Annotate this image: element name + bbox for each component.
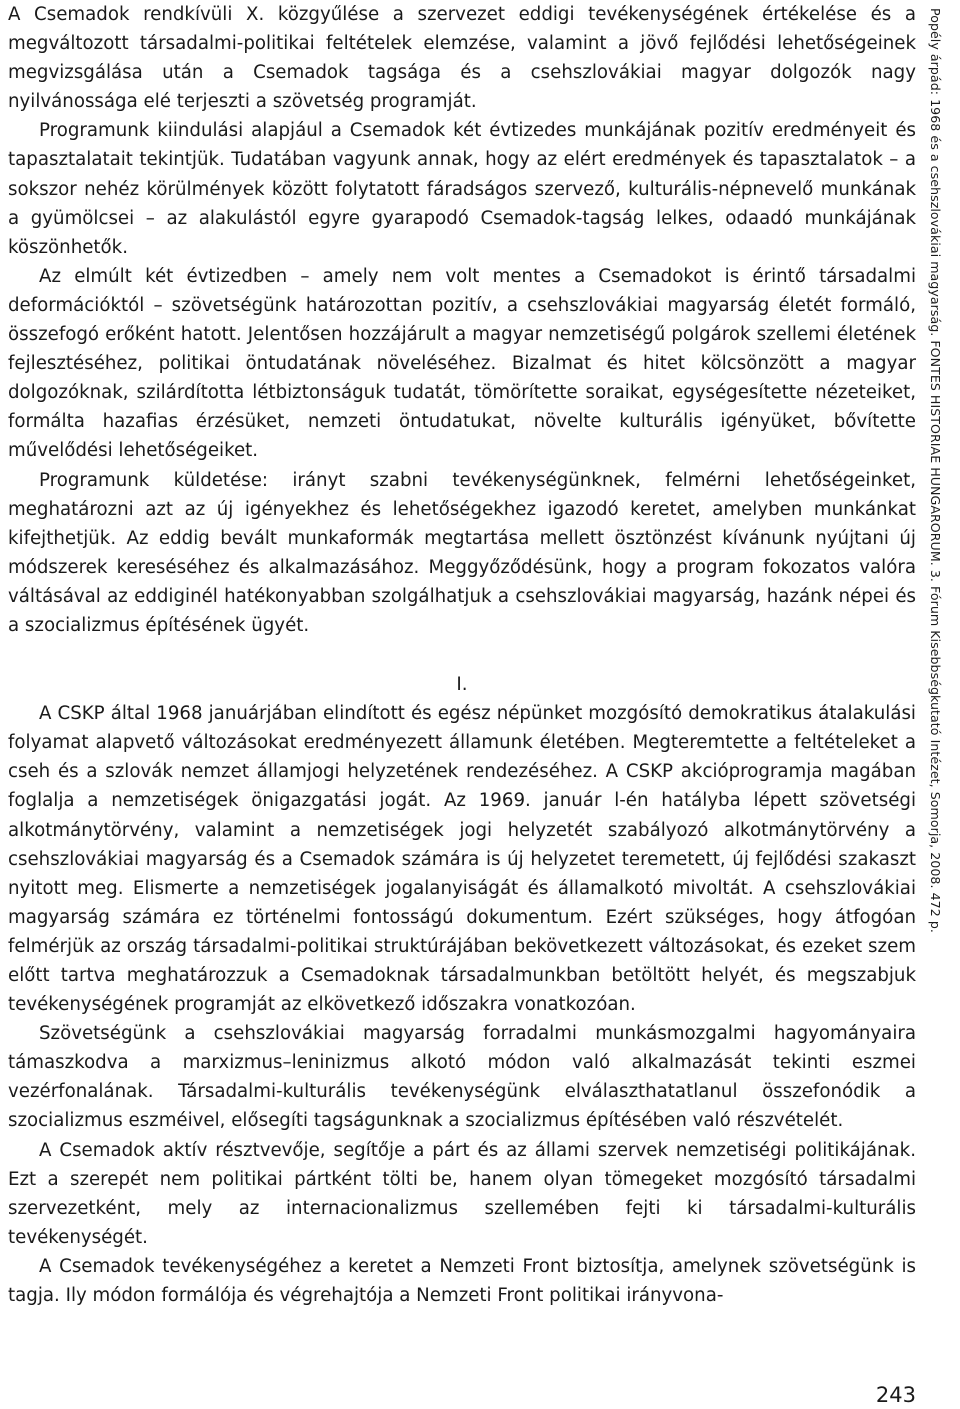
paragraph-marxism: Szövetségünk a csehszlovákiai magyarság forradalmi munkásmozgalmi hagyományaira támaszkodva a marxizmus–leninizmus alkotó módon való alkalmazását tekinti eszmei vezérfonalának. Társadalmi-kulturális tevékenységünk elválaszthatatlanul összefonódik a szocializmus eszméivel, elősegíti tagságunknak a szocializmus építésében való részvételét. <box>8 1023 916 1132</box>
page-number: 243 <box>875 1383 916 1407</box>
paragraph-cskp: A CSKP által 1968 januárjában elindított és egész népünket mozgósító demokratikus átalakulási folyamat alapvető változásokat eredményezett államunk életében. Megteremtette a feltételeket a cseh és a szlovák nemzet államjogi helyzetének rendezéséhez. A CSKP akcióprogramja magában foglalja a nemzetiségek önigazgatási jogát. Az 1969. január l-én hatályba lépett szövetségi alkotmánytörvény, valamint a nemzetiségek jogi helyzetét szabályozó alkotmánytörvény a csehszlovákiai magyarság és a Csemadok számára is új helyzetet teremetett, új fejlődési szakaszt nyitott meg. Elismerte a nemzetiségek jogalanyiságát és államalkotó mivoltát. A csehszlovákiai magyarság számára ez történelmi fontosságú dokumentum. Ezért szükséges, hogy átfogóan felmérjük az ország társadalmi-politikai struktúrájában bekövetkezett változásokat, és ezeket szem előtt tartva meghatározzuk a Csemadoknak társadalmunkban betöltött helyét, és megszabjuk tevékenységének programját az elkövetkező időszakra vonatkozóan. <box>8 703 916 1016</box>
side-citation <box>928 0 960 1409</box>
section-heading: I. <box>456 674 468 696</box>
paragraph-national-front: A Csemadok tevékenységéhez a keretet a Nemzeti Front biztosítja, amelynek szövetségünk is tagja. Ily módon formálója és végrehajtója a Nemzeti Front politikai irányvona- <box>8 1255 916 1307</box>
paragraph-two-decades: Az elmúlt két évtizedben – amely nem volt mentes a Csemadokot is érintő társadalmi deformációktól – szövetségünk határozottan pozitív, a csehszlovákiai magyarság életét formáló, összefogó erőként hatott. Jelentősen hozzájárult a magyar nemzetiségű polgárok szellemi életének fejlesztéséhez, politikai öntudatának növeléséhez. Bizalmat és hitet kölcsönzött a magyar dolgozóknak, szilárdította létbiztonságuk tudatát, tömörítette soraikat, egységesítette nézeteiket, formálta hazafias érzésüket, nemzeti öntudatukat, növelte kulturális igényüket, bővítette művelődési lehetőségeiket. <box>8 265 916 462</box>
paragraph-basis: Programunk kiindulási alapjául a Csemadok két évtizedes munkájának pozitív eredményeit és tapasztalatait tekintjük. Tudatában vagyunk annak, hogy az elért eredmények és tapasztalatok – a sokszor nehéz körülmények között folytatott fáradságos szervező, kulturális-népnevelő munkának a gyümölcsei – az alakulástól egyre gyarapodó Csemadok-tagság lelkes, odaadó munkájának köszönhetők. <box>8 120 916 258</box>
side-citation-text: Popély árpád: 1968 és a csehszlovákiai magyarság. FONTES HISTORIAE HUNGARORUM. 3. Fórum Kisebbségkutató Intézet, Somorja, 2008. 472 p. <box>928 8 943 933</box>
paragraph-active-role: A Csemadok aktív résztvevője, segítője a párt és az állami szervek nemzetiségi politikájának. Ezt a szerepét nem politikai pártként tölti be, hanem olyan tömegeket mozgósító társadalmi szervezetként, mely az internacionalizmus szellemében fejti ki társadalmi-kulturális tevékenységét. <box>8 1139 916 1248</box>
paragraph-intro: A Csemadok rendkívüli X. közgyűlése a szervezet eddigi tevékenységének értékelése és a megváltozott társadalmi-politikai feltételek elemzése, valamint a jövő fejlődési lehetőségeinek megvizsgálása után a Csemadok tagsága és a csehszlovákiai magyar dolgozók nagy nyilvánossága elé terjeszti a szövetség programját. <box>8 4 916 113</box>
document-body <box>8 0 916 1310</box>
paragraph-mission: Programunk küldetése: irányt szabni tevékenységünknek, felmérni lehetőségeinket, meghatározni azt az új igényekhez és lehetőségekhez igazodó keretet, amelyben munkánkat kifejthetjük. Az eddig bevált munkaformák megtartása mellett ösztönzést kívánunk nyújtani új módszerek kereséséhez és alkalmazásához. Meggyőződésünk, hogy a program fokozatos valóra váltásával az eddiginél hatékonyabban szolgálhatjuk a csehszlovákiai magyarság, hazánk népei és a szocializmus építésének ügyét. <box>8 469 916 636</box>
